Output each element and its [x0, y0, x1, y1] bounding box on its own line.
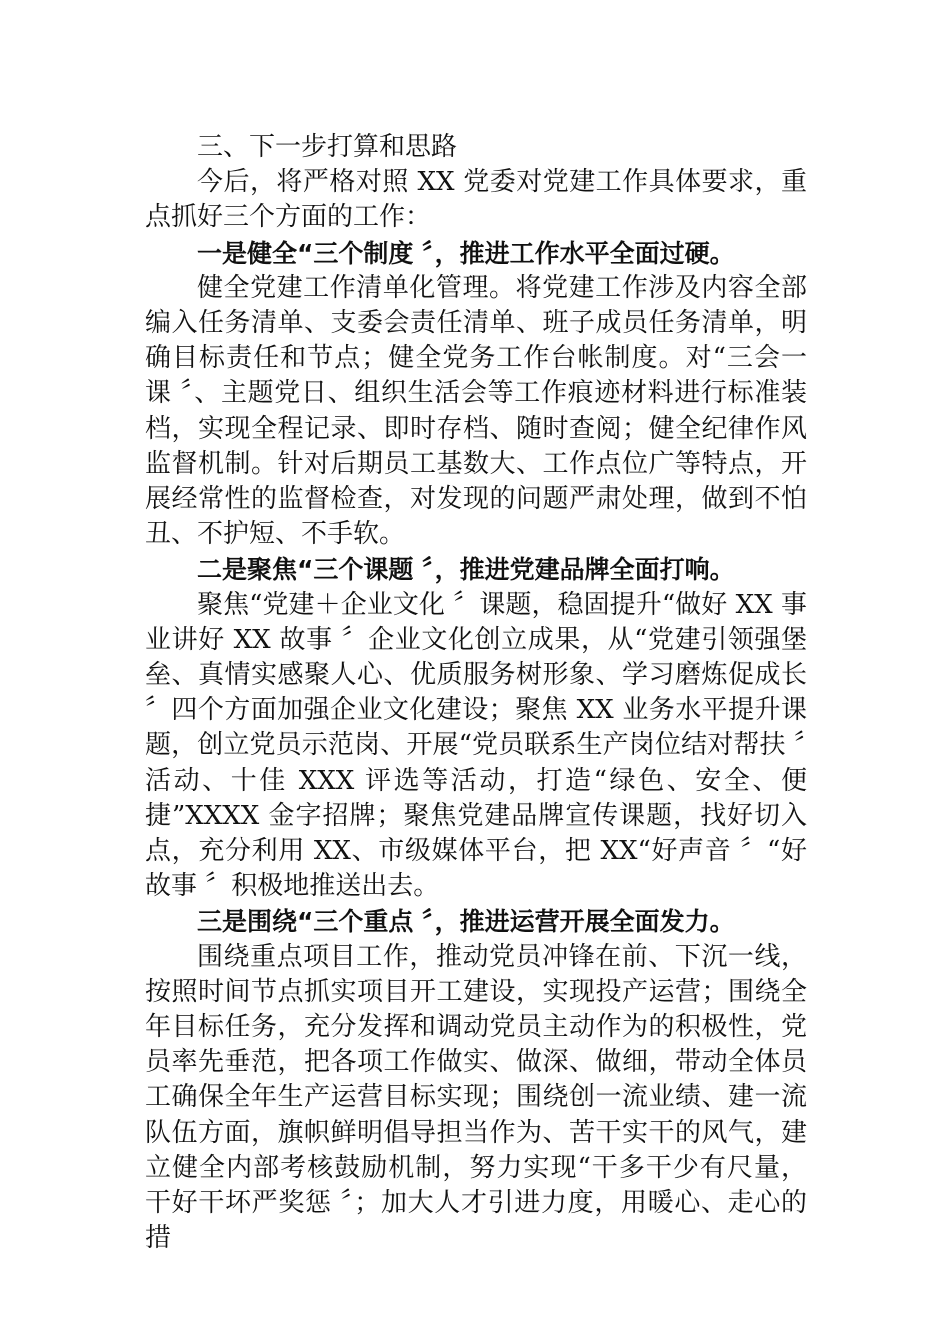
section-1-body: 健全党建工作清单化管理。将党建工作涉及内容全部编入任务清单、支委会责任清单、班子成员任务清单，明确目标责任和节点；健全党务工作台帐制度。对“三会一课 〞、主题党日、组织生活会等工作痕迹材料进行标准装档，实现全程记录、即时存档、随时查阅；健全纪律作风监督机制。针对后期员工基数大、工作点位广等特点，开展经常性的监督检查，对发现的问题严肃处理，做到不怕丑、不护短、不手软。 [145, 272, 807, 550]
section-heading: 三、下一步打算和思路 [197, 132, 458, 162]
document-page [145, 130, 807, 1257]
section-2-title: 二是聚焦“三个课题 〞，推进党建品牌全面打响。 [197, 555, 735, 585]
section-3-body: 围绕重点项目工作，推动党员冲锋在前、下沉一线，按照时间节点抓实项目开工建设，实现投产运营；围绕全年目标任务，充分发挥和调动党员主动作为的积极性，党员率先垂范，把各项工作做实、做深、做细，带动全体员工确保全年生产运营目标实现；围绕创一流业绩、建一流队伍方面，旗帜鲜明倡导担当作为、苦干实干的风气，建立健全内部考核鼓励机制，努力实现“干多干少有尺量，干好干坏严奖惩 〞；加大人才引进力度，用暖心、走心的措 [145, 941, 807, 1254]
section-2-body: 聚焦“党建＋企业文化 〞课题，稳固提升“做好 XX 事业讲好 XX 故事 〞企业文化创立成果，从“党建引领强堡垒、真情实感聚人心、优质服务树形象、学习磨炼促成长 〞四个方面加强企业文化建设；聚焦 XX 业务水平提升课题，创立党员示范岗、开展“党员联系生产岗位结对帮扶 〞活动、十佳 XXX 评选等活动，打造“绿色、安全、便捷”XXXX 金字招牌；聚焦党建品牌宣传课题，找好切入点，充分利用 XX、市级媒体平台，把 XX“好声音 〞“好故事 〞积极地推送出去。 [145, 589, 807, 902]
section-1-title: 一是健全“三个制度 〞，推进工作水平全面过硬。 [197, 238, 735, 268]
section-3-title: 三是围绕“三个重点 〞，推进运营开展全面发力。 [197, 907, 735, 937]
intro-paragraph: 今后，将严格对照 XX 党委对党建工作具体要求，重点抓好三个方面的工作： [145, 167, 807, 233]
